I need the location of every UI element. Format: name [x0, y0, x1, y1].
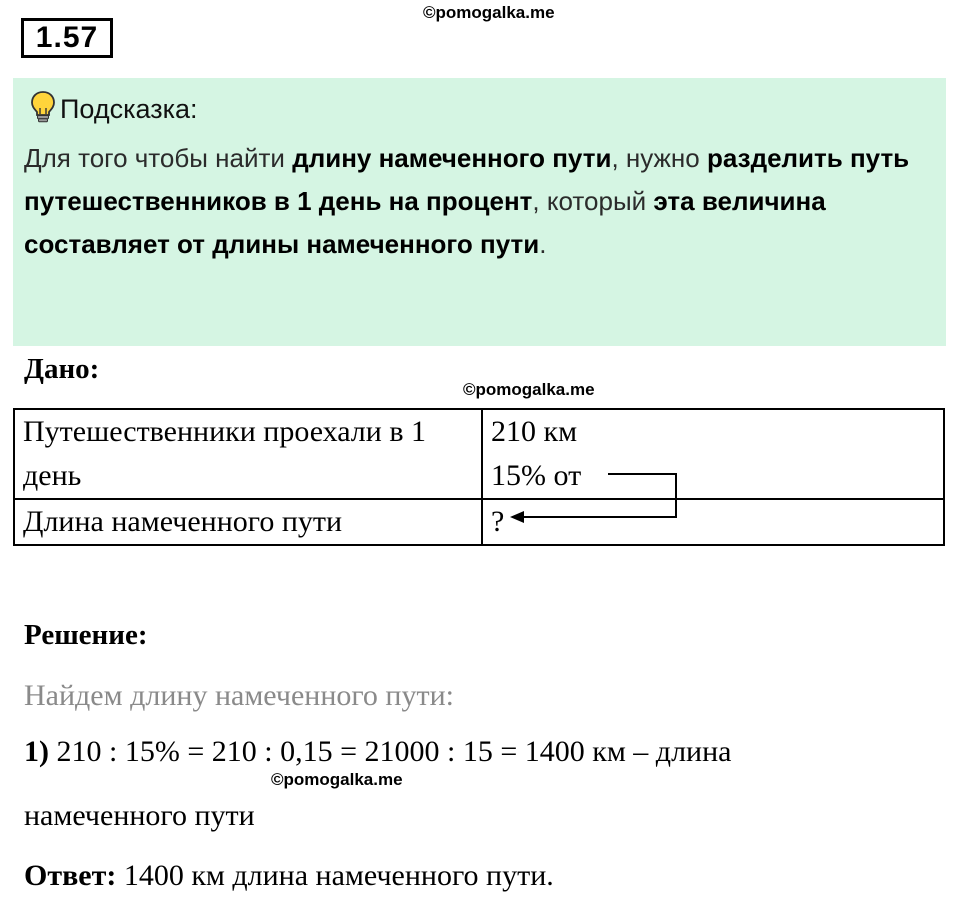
- hint-text-bold: разделить путь путешественников в 1 день на процент: [24, 143, 910, 216]
- solution-step-1: [24, 734, 731, 770]
- task-number: 1.57: [21, 18, 113, 58]
- hint-title-text: Подсказка:: [60, 94, 198, 124]
- answer-label: Ответ:: [24, 859, 117, 892]
- hint-text-part: .: [539, 229, 547, 259]
- percent-value: 15% от: [491, 459, 582, 492]
- hint-text-part: Для того чтобы найти: [24, 143, 293, 173]
- given-label-total: Длина намеченного пути: [14, 499, 482, 545]
- watermark-middle: ©pomogalka.me: [463, 380, 595, 399]
- solution-title: Решение:: [24, 619, 148, 651]
- given-label-distance: Путешественники проехали в 1 день: [14, 409, 482, 499]
- hint-text-part: , нужно: [611, 143, 707, 173]
- hint-text-part: , который: [532, 186, 654, 216]
- hint-text-bold: длину намеченного пути: [292, 143, 612, 173]
- step-expression: 210 : 15% = 210 : 0,15 = 21000 : 15 = 1400 км – длина: [49, 735, 732, 768]
- step-number: 1): [24, 735, 49, 768]
- solution-step-1-cont: намеченного пути: [24, 799, 255, 832]
- given-value-total: ?: [482, 499, 944, 545]
- answer-text: 1400 км длина намеченного пути.: [116, 859, 554, 892]
- answer: [24, 858, 554, 894]
- watermark-top: ©pomogalka.me: [423, 3, 555, 22]
- solution-intro: Найдем длину намеченного пути:: [24, 679, 454, 712]
- watermark-bottom: ©pomogalka.me: [271, 770, 403, 789]
- given-title: Дано:: [24, 353, 100, 385]
- distance-value: 210 км: [491, 415, 578, 448]
- hint-text-bold: эта величина составляет от длины намеченного пути: [24, 186, 826, 259]
